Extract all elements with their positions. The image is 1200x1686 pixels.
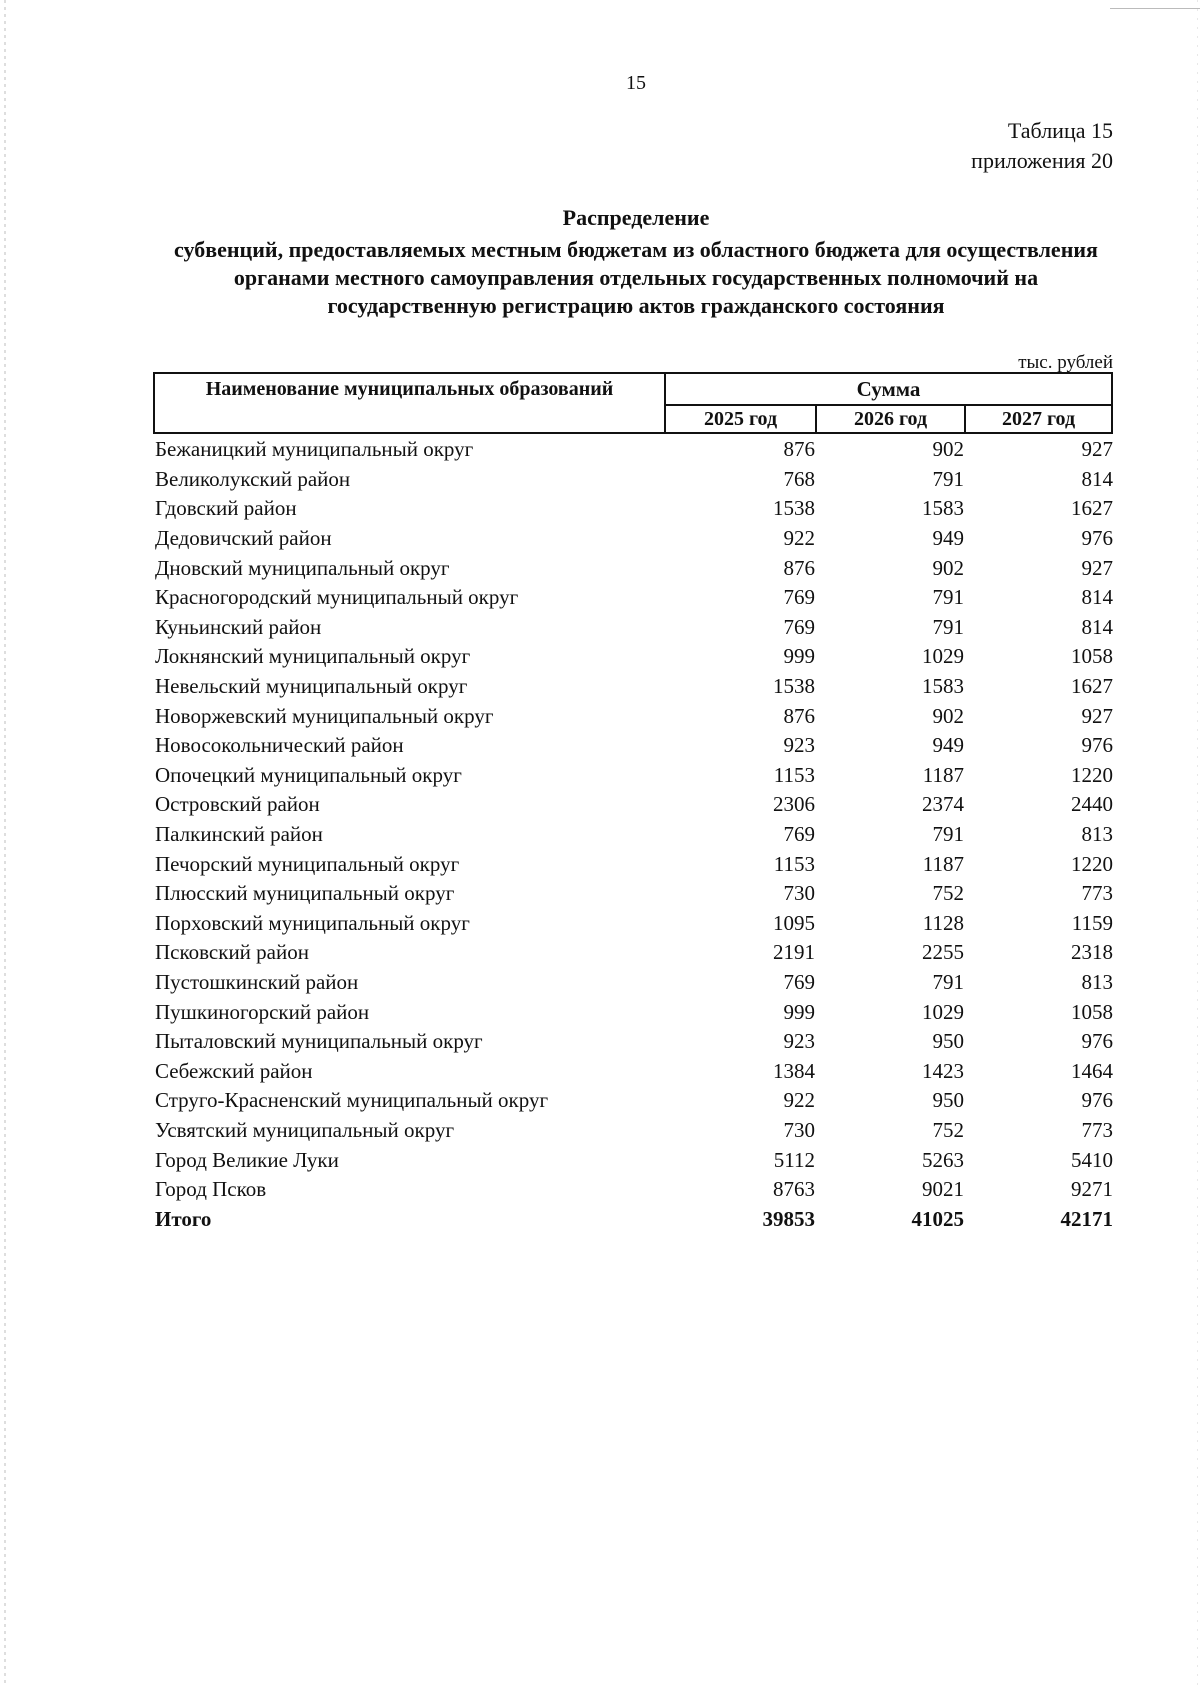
row-value-2027: 927 xyxy=(1081,703,1113,728)
row-value-2026: 1583 xyxy=(922,496,964,521)
table-row xyxy=(155,553,1113,583)
row-name: Печорский муниципальный округ xyxy=(155,851,460,876)
row-value-2026: 1029 xyxy=(922,999,964,1024)
table-row xyxy=(155,435,1113,465)
table-row xyxy=(155,1086,1113,1116)
row-value-2026: 2374 xyxy=(922,792,964,817)
row-value-2027: 813 xyxy=(1081,822,1113,847)
row-value-2027: 1220 xyxy=(1071,851,1113,876)
row-name: Куньинский район xyxy=(155,614,322,639)
table-row xyxy=(155,613,1113,643)
row-value-2026: 752 xyxy=(932,1117,964,1142)
row-value-2025: 2306 xyxy=(773,792,815,817)
row-value-2025: 876 xyxy=(783,703,815,728)
units-label: тыс. рублей xyxy=(1018,352,1113,373)
row-value-2026: 791 xyxy=(932,969,964,994)
table-row xyxy=(155,997,1113,1027)
row-name: Пустошкинский район xyxy=(155,969,359,994)
table-row xyxy=(155,465,1113,495)
row-value-2027: 9271 xyxy=(1071,1177,1113,1202)
row-value-2027: 2440 xyxy=(1071,792,1113,817)
table-row xyxy=(155,1145,1113,1175)
row-value-2025: 769 xyxy=(783,822,815,847)
row-name: Красногородский муниципальный округ xyxy=(155,585,519,610)
row-value-2026: 2255 xyxy=(922,940,964,965)
row-value-2025: 876 xyxy=(783,555,815,580)
row-value-2025: 923 xyxy=(783,733,815,758)
total-value-2025: 39853 xyxy=(762,1206,815,1231)
row-value-2026: 949 xyxy=(932,526,964,551)
table-row xyxy=(155,672,1113,702)
total-value-2027: 42171 xyxy=(1060,1206,1113,1231)
table-label-line1: Таблица 15 xyxy=(1007,118,1113,143)
row-name: Бежаницкий муниципальный округ xyxy=(155,437,474,462)
row-value-2027: 927 xyxy=(1081,437,1113,462)
row-value-2025: 1153 xyxy=(773,851,815,876)
row-name: Великолукский район xyxy=(155,466,351,491)
row-value-2025: 2191 xyxy=(773,940,815,965)
row-value-2026: 1187 xyxy=(922,851,964,876)
table-row xyxy=(155,761,1113,791)
table-row xyxy=(155,731,1113,761)
row-value-2026: 1583 xyxy=(922,674,964,699)
header-sum: Сумма xyxy=(666,374,1111,406)
row-value-2026: 950 xyxy=(932,1088,964,1113)
row-value-2027: 976 xyxy=(1081,1029,1113,1054)
row-name: Гдовский район xyxy=(155,496,297,521)
row-value-2025: 1538 xyxy=(773,496,815,521)
table-row xyxy=(155,849,1113,879)
table-row xyxy=(155,909,1113,939)
row-value-2026: 791 xyxy=(932,822,964,847)
row-name: Себежский район xyxy=(155,1058,313,1083)
document-title: Распределение xyxy=(562,205,710,230)
total-label: Итого xyxy=(155,1206,212,1231)
row-value-2026: 902 xyxy=(932,555,964,580)
table-row xyxy=(155,642,1113,672)
row-name: Пушкиногорский район xyxy=(155,999,370,1024)
row-value-2025: 730 xyxy=(783,1117,815,1142)
row-value-2027: 976 xyxy=(1081,1088,1113,1113)
row-name: Усвятский муниципальный округ xyxy=(155,1117,455,1142)
row-name: Палкинский район xyxy=(155,822,323,847)
row-value-2025: 1384 xyxy=(773,1058,815,1083)
header-year-2025: 2025 год xyxy=(666,406,817,432)
table-row xyxy=(155,1175,1113,1205)
row-name: Локнянский муниципальный округ xyxy=(155,644,471,669)
row-value-2026: 902 xyxy=(932,703,964,728)
row-value-2027: 773 xyxy=(1081,881,1113,906)
table-row xyxy=(155,524,1113,554)
row-value-2027: 813 xyxy=(1081,969,1113,994)
row-value-2027: 1220 xyxy=(1071,762,1113,787)
row-name: Пыталовский муниципальный округ xyxy=(155,1029,483,1054)
row-value-2025: 769 xyxy=(783,585,815,610)
row-value-2026: 791 xyxy=(932,585,964,610)
table-label-line2: приложения 20 xyxy=(971,148,1113,173)
row-value-2025: 769 xyxy=(783,969,815,994)
row-value-2027: 814 xyxy=(1081,585,1113,610)
scan-corner-line xyxy=(1110,8,1200,9)
row-value-2026: 791 xyxy=(932,614,964,639)
row-name: Струго-Красненский муниципальный округ xyxy=(155,1088,549,1113)
row-value-2027: 814 xyxy=(1081,614,1113,639)
row-name: Островский район xyxy=(155,792,320,817)
table-row xyxy=(155,790,1113,820)
row-value-2027: 2318 xyxy=(1071,940,1113,965)
row-name: Опочецкий муниципальный округ xyxy=(155,762,462,787)
row-value-2025: 922 xyxy=(783,526,815,551)
table-row xyxy=(155,583,1113,613)
total-row xyxy=(155,1204,1113,1234)
table-header xyxy=(153,372,1113,434)
row-value-2027: 1627 xyxy=(1071,496,1113,521)
scan-edge-left xyxy=(4,0,6,1686)
row-value-2026: 1029 xyxy=(922,644,964,669)
table-row xyxy=(155,968,1113,998)
row-name: Новосокольнический район xyxy=(155,733,404,758)
row-value-2026: 791 xyxy=(932,466,964,491)
row-value-2026: 1128 xyxy=(922,910,964,935)
table-row xyxy=(155,494,1113,524)
row-name: Плюсский муниципальный округ xyxy=(155,881,455,906)
row-name: Невельский муниципальный округ xyxy=(155,674,468,699)
table-row xyxy=(155,938,1113,968)
row-value-2027: 814 xyxy=(1081,466,1113,491)
row-value-2026: 949 xyxy=(932,733,964,758)
scan-edge-right xyxy=(1197,0,1198,1686)
row-value-2027: 976 xyxy=(1081,526,1113,551)
row-value-2025: 1153 xyxy=(773,762,815,787)
row-value-2025: 768 xyxy=(783,466,815,491)
row-value-2027: 1058 xyxy=(1071,999,1113,1024)
row-name: Псковский район xyxy=(155,940,309,965)
header-year-2027: 2027 год xyxy=(1001,408,1076,430)
table-body xyxy=(155,435,1113,1234)
table-row xyxy=(155,1056,1113,1086)
table-row xyxy=(155,1027,1113,1057)
row-value-2027: 1159 xyxy=(1071,910,1113,935)
row-name: Порховский муниципальный округ xyxy=(155,910,470,935)
row-name: Новоржевский муниципальный округ xyxy=(155,703,494,728)
table-row xyxy=(155,1116,1113,1146)
row-name: Дедовичский район xyxy=(155,526,332,551)
row-value-2026: 5263 xyxy=(922,1147,964,1172)
table-row xyxy=(155,820,1113,850)
row-value-2027: 1058 xyxy=(1071,644,1113,669)
page-number: 15 xyxy=(626,72,646,94)
row-value-2026: 1187 xyxy=(922,762,964,787)
row-value-2027: 976 xyxy=(1081,733,1113,758)
row-value-2025: 5112 xyxy=(773,1147,815,1172)
row-value-2027: 927 xyxy=(1081,555,1113,580)
row-value-2026: 752 xyxy=(932,881,964,906)
table-row xyxy=(155,879,1113,909)
row-name: Город Псков xyxy=(155,1177,267,1202)
row-value-2025: 999 xyxy=(783,644,815,669)
row-value-2025: 1538 xyxy=(773,674,815,699)
row-value-2025: 923 xyxy=(783,1029,815,1054)
document-subtitle: субвенций, предоставляемых местным бюджетам из областного бюджета для осуществления органами местного самоуправления отдельных государственных полномочий на государственную регистрацию актов гражданского состояния xyxy=(174,237,1098,318)
header-name: Наименование муниципальных образований xyxy=(155,374,666,432)
row-value-2026: 950 xyxy=(932,1029,964,1054)
row-value-2026: 902 xyxy=(932,437,964,462)
row-value-2025: 769 xyxy=(783,614,815,639)
row-name: Город Великие Луки xyxy=(155,1147,339,1172)
total-value-2026: 41025 xyxy=(911,1206,964,1231)
row-value-2025: 922 xyxy=(783,1088,815,1113)
row-value-2025: 1095 xyxy=(773,910,815,935)
row-value-2025: 8763 xyxy=(773,1177,815,1202)
row-value-2025: 999 xyxy=(783,999,815,1024)
row-value-2025: 730 xyxy=(783,881,815,906)
table-row xyxy=(155,701,1113,731)
row-value-2025: 876 xyxy=(783,437,815,462)
table-label xyxy=(971,116,1113,176)
row-value-2027: 5410 xyxy=(1071,1147,1113,1172)
header-year-2026: 2026 год xyxy=(817,406,966,432)
row-value-2027: 773 xyxy=(1081,1117,1113,1142)
row-name: Дновский муниципальный округ xyxy=(155,555,450,580)
row-value-2027: 1627 xyxy=(1071,674,1113,699)
row-value-2026: 1423 xyxy=(922,1058,964,1083)
row-value-2027: 1464 xyxy=(1071,1058,1113,1083)
row-value-2026: 9021 xyxy=(922,1177,964,1202)
